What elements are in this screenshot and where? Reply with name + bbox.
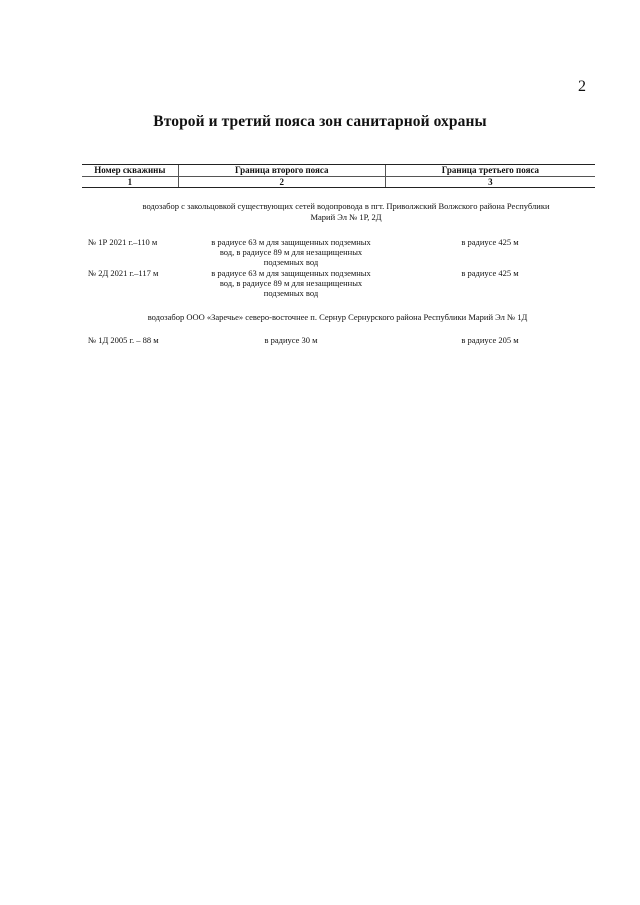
- zone-text-line: в радиусе 63 м для защищенных подземных: [211, 268, 371, 278]
- third-zone-boundary: в радиусе 205 м: [461, 335, 519, 345]
- page-number: 2: [578, 78, 586, 95]
- zone-text-line: в радиусе 63 м для защищенных подземных: [211, 237, 371, 247]
- second-zone-boundary: [186, 335, 396, 345]
- column-number: 2: [178, 177, 385, 187]
- zone-text-line: вод, в радиусе 89 м для незащищенных: [219, 247, 363, 257]
- third-zone-boundary: в радиусе 425 м: [461, 268, 519, 278]
- header-row: [82, 165, 595, 177]
- column-number: 1: [127, 177, 133, 187]
- zone-text-line: подземных вод: [263, 257, 319, 267]
- section-heading: [80, 312, 595, 323]
- section-heading: [90, 201, 602, 223]
- section-heading-line: водозабор ООО «Заречье» северо-восточнее п. Сернур Сернурского района Республики Марий Эл № 1Д: [147, 312, 528, 322]
- column-number: 3: [385, 177, 595, 187]
- second-zone-boundary: [186, 268, 396, 298]
- zone-text-line: в радиусе 30 м: [264, 335, 318, 345]
- page-title: Второй и третий пояса зон санитарной охраны: [153, 113, 487, 130]
- second-zone-boundary: [186, 237, 396, 267]
- header-well-number: Номер скважины: [94, 165, 166, 175]
- header-second-zone: Граница второго пояса: [178, 165, 385, 176]
- section-heading-line: Марий Эл № 1Р, 2Д: [310, 212, 382, 222]
- well-number: № 1Р 2021 г.–110 м: [88, 237, 158, 247]
- zone-text-line: подземных вод: [263, 288, 319, 298]
- table-header: [82, 164, 595, 188]
- well-number: № 1Д 2005 г. – 88 м: [88, 335, 159, 345]
- third-zone-boundary: в радиусе 425 м: [461, 237, 519, 247]
- header-third-zone: Граница третьего пояса: [385, 165, 595, 176]
- well-number: № 2Д 2021 г.–117 м: [88, 268, 159, 278]
- zone-text-line: вод, в радиусе 89 м для незащищенных: [219, 278, 363, 288]
- section-heading-line: водозабор с закольцовкой существующих сетей водопровода в пгт. Приволжский Волжского района Республики: [142, 201, 550, 211]
- column-number-row: [82, 177, 595, 187]
